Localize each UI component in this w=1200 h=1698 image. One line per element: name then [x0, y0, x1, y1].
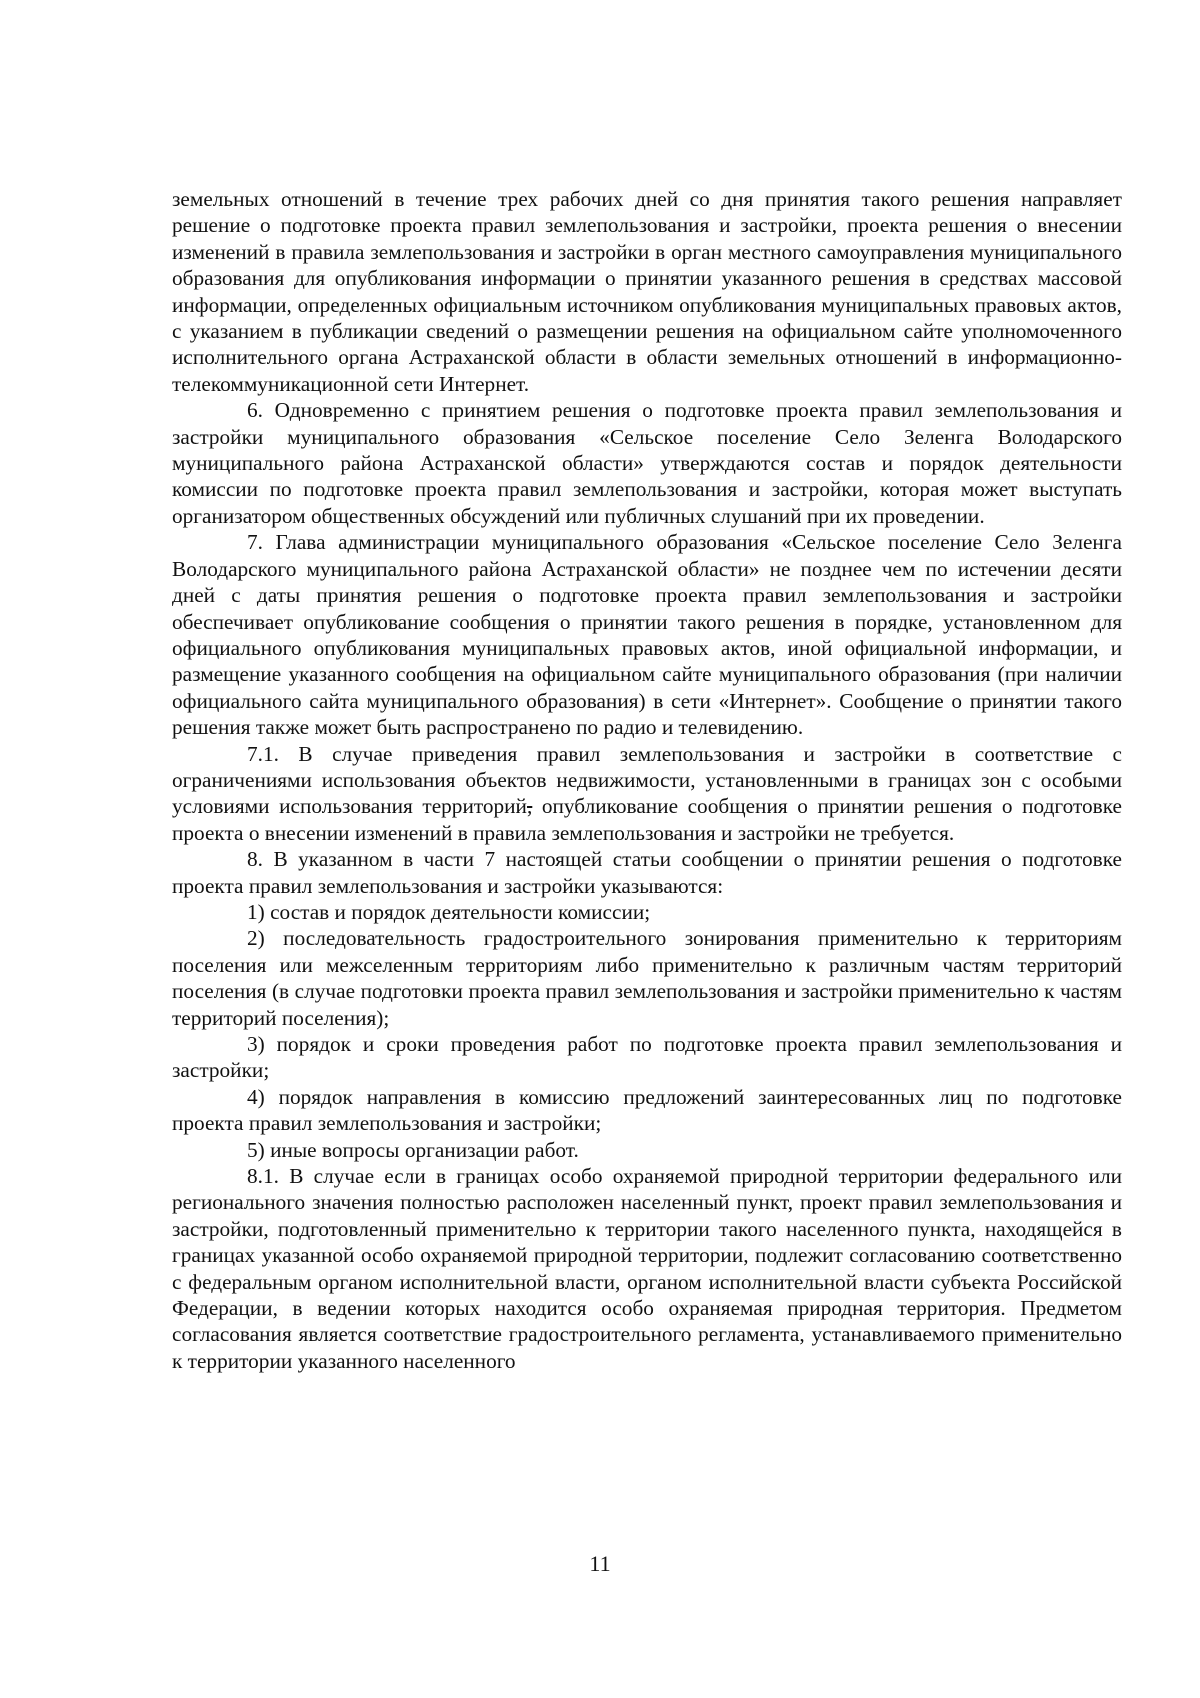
paragraph-item-7-1	[172, 741, 1122, 847]
document-body	[172, 186, 1122, 1374]
paragraph-item-7: 7. Глава администрации муниципального образования «Сельское поселение Село Зеленга Володарского муниципального района Астраханской области» не позднее чем по истечении десяти дней с даты принятия решения о подготовке проекта правил землепользования и застройки обеспечивает опубликование сообщения о принятии такого решения в порядке, установленном для официального опубликования муниципальных правовых актов, иной официальной информации, и размещение указанного сообщения на официальном сайте муниципального образования (при наличии официального сайта муниципального образования) в сети «Интернет». Сообщение о принятии такого решения также может быть распространено по радио и телевидению.	[172, 530, 1122, 740]
paragraph-continuation: земельных отношений в течение трех рабочих дней со дня принятия такого решения направляет решение о подготовке проекта правил землепользования и застройки, проекта решения о внесении изменений в правила землепользования и застройки в орган местного самоуправления муниципального образования для опубликования информации о принятии указанного решения в средствах массовой информации, определенных официальным источником опубликования муниципальных правовых актов, с указанием в публикации сведений о размещении решения на официальном сайте уполномоченного исполнительного органа Астраханской области в области земельных отношений в информационно-телекоммуникационной сети Интернет.	[172, 187, 1122, 396]
list-item-4: 4) порядок направления в комиссию предложений заинтересованных лиц по подготовке проекта правил землепользования и застройки;	[172, 1084, 1122, 1136]
list-item-2: 2) последовательность градостроительного зонирования применительно к территориям поселения или межселенным территориям либо применительно к различным частям территорий поселения (в случае подготовки проекта правил землепользования и застройки применительно к частям территорий поселения);	[172, 926, 1122, 1030]
paragraph-item-6: 6. Одновременно с принятием решения о подготовке проекта правил землепользования и застройки муниципального образования «Сельское поселение Село Зеленга Володарского муниципального района Астраханской области» утверждаются состав и порядок деятельности комиссии по подготовке проекта правил землепользования и застройки, которая может выступать организатором общественных обсуждений или публичных слушаний при их проведении.	[172, 398, 1122, 528]
page-number: 11	[589, 1551, 611, 1576]
paragraph-item-7-1-start: 7.1. В случае приведения правил землепользования и застройки в соответствие с ограничениями использования объектов недвижимости, установленными в границах зон с особыми условиями использования территорий	[172, 741, 1122, 819]
struck-comma: ,	[526, 794, 533, 819]
paragraph-item-7-1-rest: опубликование сообщения о принятии решения о подготовке проекта о внесении изменений в правила землепользования и застройки не требуется.	[172, 794, 1122, 845]
paragraph-item-8-1: 8.1. В случае если в границах особо охраняемой природной территории федерального или регионального значения полностью расположен населенный пункт, проект правил землепользования и застройки, подготовленный применительно к территории такого населенного пункта, находящейся в границах указанной особо охраняемой природной территории, подлежит согласованию соответственно с федеральным органом исполнительной власти, органом исполнительной власти субъекта Российской Федерации, в ведении которых находится особо охраняемая природная территория. Предметом согласования является соответствие градостроительного регламента, устанавливаемого применительно к территории указанного населенного	[172, 1164, 1122, 1373]
list-item-1: 1) состав и порядок деятельности комиссии;	[247, 899, 651, 924]
paragraph-item-8: 8. В указанном в части 7 настоящей статьи сообщении о принятии решения о подготовке проекта правил землепользования и застройки указываются:	[172, 847, 1122, 898]
list-item-5: 5) иные вопросы организации работ.	[247, 1137, 579, 1162]
list-item-3: 3) порядок и сроки проведения работ по подготовке проекта правил землепользования и застройки;	[172, 1032, 1122, 1083]
